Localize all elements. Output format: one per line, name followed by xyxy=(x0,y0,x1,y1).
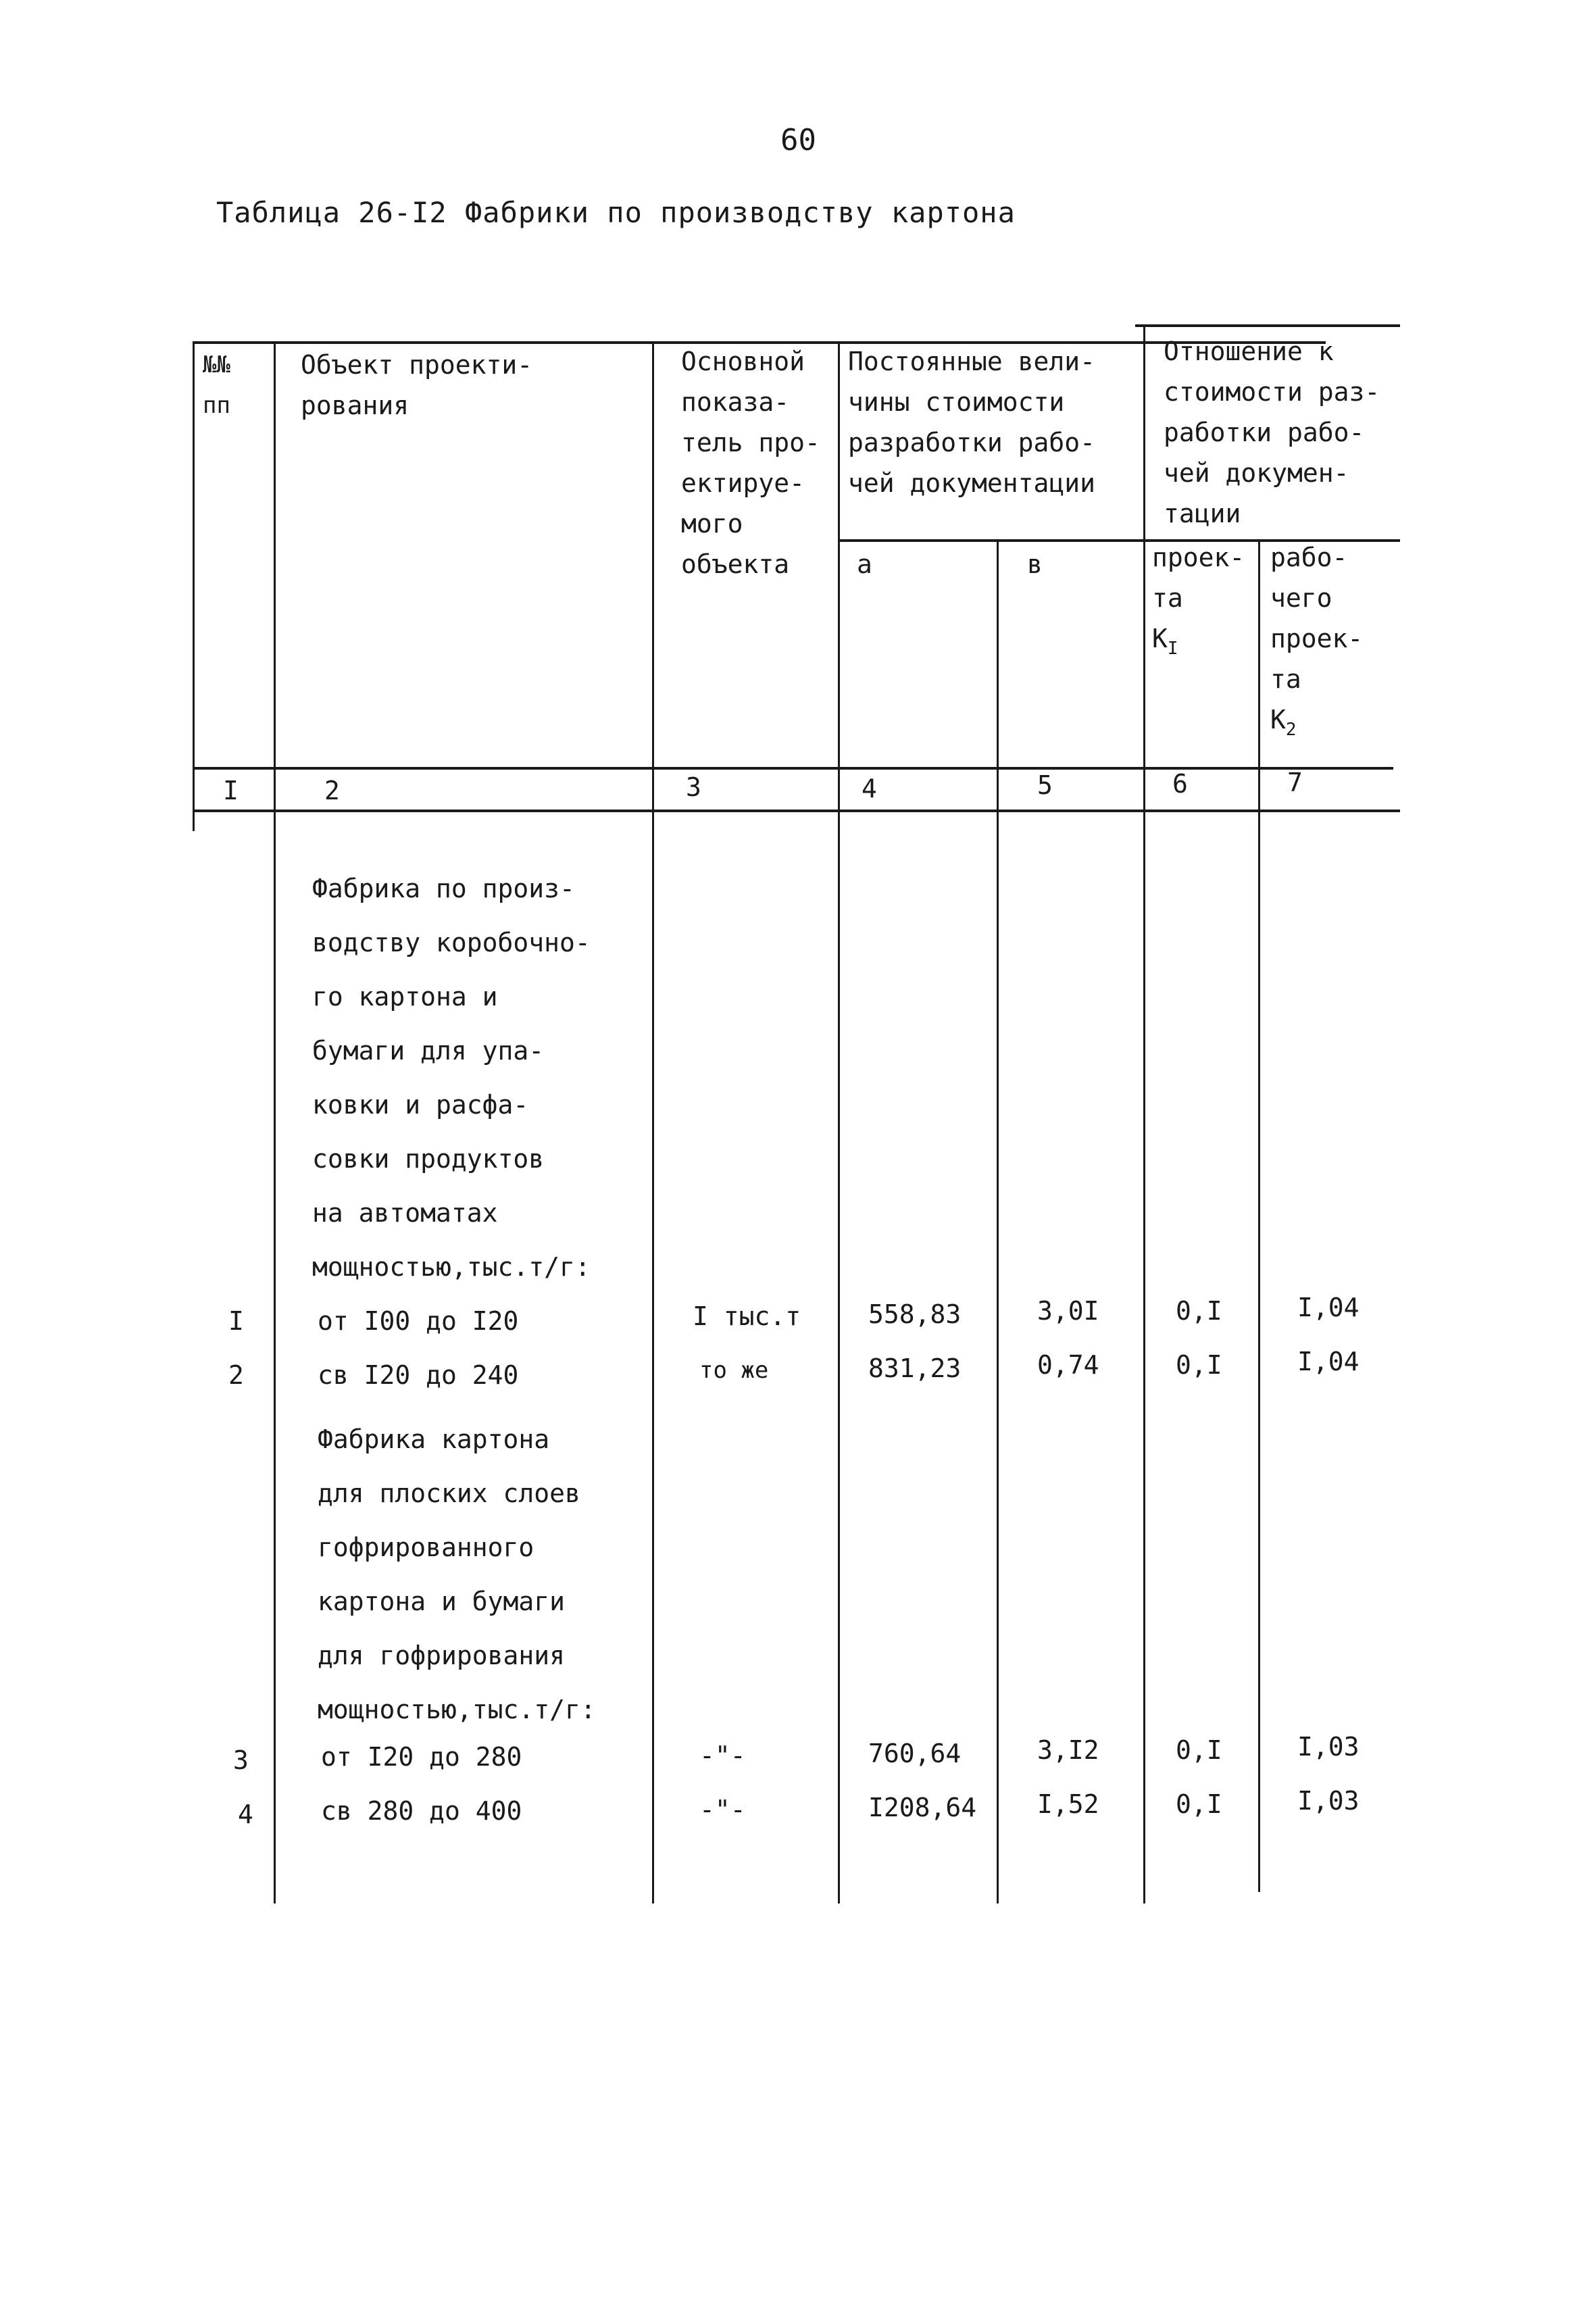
header-col-a: а xyxy=(857,549,872,579)
col-number-3: 3 xyxy=(686,772,701,802)
col-number-1: I xyxy=(223,776,239,805)
row-k2: I,03 xyxy=(1297,1732,1360,1762)
row-indicator: -"- xyxy=(699,1795,746,1824)
row-a: I208,64 xyxy=(868,1793,977,1822)
row-b: 3,0I xyxy=(1037,1296,1099,1326)
row-k2: I,04 xyxy=(1297,1293,1360,1322)
table-caption: Таблица 26-I2 Фабрики по производству картона xyxy=(216,196,1016,229)
row-indicator: I тыс.т xyxy=(693,1301,801,1331)
row-k1: 0,I xyxy=(1176,1735,1222,1765)
row-b: I,52 xyxy=(1037,1789,1099,1819)
row-number: 3 xyxy=(233,1745,249,1775)
row-k2: I,04 xyxy=(1297,1347,1360,1376)
row-object: св I20 до 240 xyxy=(318,1360,519,1390)
col-number-6: 6 xyxy=(1172,769,1188,799)
row-k1: 0,I xyxy=(1176,1350,1222,1380)
row-indicator: -"- xyxy=(699,1741,746,1770)
header-col-b: в xyxy=(1027,549,1043,579)
row-b: 3,I2 xyxy=(1037,1735,1099,1765)
header-ratio: Отношение к стоимости раз- работки рабо- чей докумен- тации xyxy=(1164,337,1380,528)
header-number: №№ пп xyxy=(203,351,230,419)
header-k2: рабо- чего проек- та $К_2$ xyxy=(1270,543,1364,740)
group2-title: Фабрика картона для плоских слоев гофрированного картона и бумаги для гофрирования мощностью,тыс.т/г: xyxy=(318,1424,596,1724)
col-number-5: 5 xyxy=(1037,770,1053,800)
row-a: 831,23 xyxy=(868,1353,962,1383)
row-a: 558,83 xyxy=(868,1299,962,1329)
col-number-4: 4 xyxy=(862,774,877,803)
row-k1: 0,I xyxy=(1176,1296,1222,1326)
row-k2: I,03 xyxy=(1297,1786,1360,1816)
header-constant-values: Постоянные вели- чины стоимости разработки рабо- чей документации xyxy=(848,347,1096,498)
group1-title: Фабрика по произ- водству коробочно- го картона и бумаги для упа- ковки и расфа- совки продуктов на автоматах мощностью,тыс.т/г: xyxy=(312,874,591,1282)
header-object: Объект проекти- рования xyxy=(301,350,533,420)
row-k1: 0,I xyxy=(1176,1789,1222,1819)
row-number: 2 xyxy=(228,1360,244,1390)
row-object: св 280 до 400 xyxy=(321,1796,522,1826)
row-b: 0,74 xyxy=(1037,1350,1099,1380)
row-object: от I20 до 280 xyxy=(321,1742,522,1772)
row-indicator: то же xyxy=(699,1357,769,1384)
row-number: 4 xyxy=(238,1799,253,1829)
header-indicator: Основной показа- тель про- ектируе- мого объекта xyxy=(681,347,820,579)
row-a: 760,64 xyxy=(868,1739,962,1768)
row-number: I xyxy=(228,1306,244,1336)
col-number-7: 7 xyxy=(1287,768,1303,797)
col-number-2: 2 xyxy=(324,776,340,805)
page-number: 60 xyxy=(780,123,816,157)
header-k1: проек- та $К_I$ xyxy=(1152,543,1245,659)
row-object: от I00 до I20 xyxy=(318,1306,519,1336)
